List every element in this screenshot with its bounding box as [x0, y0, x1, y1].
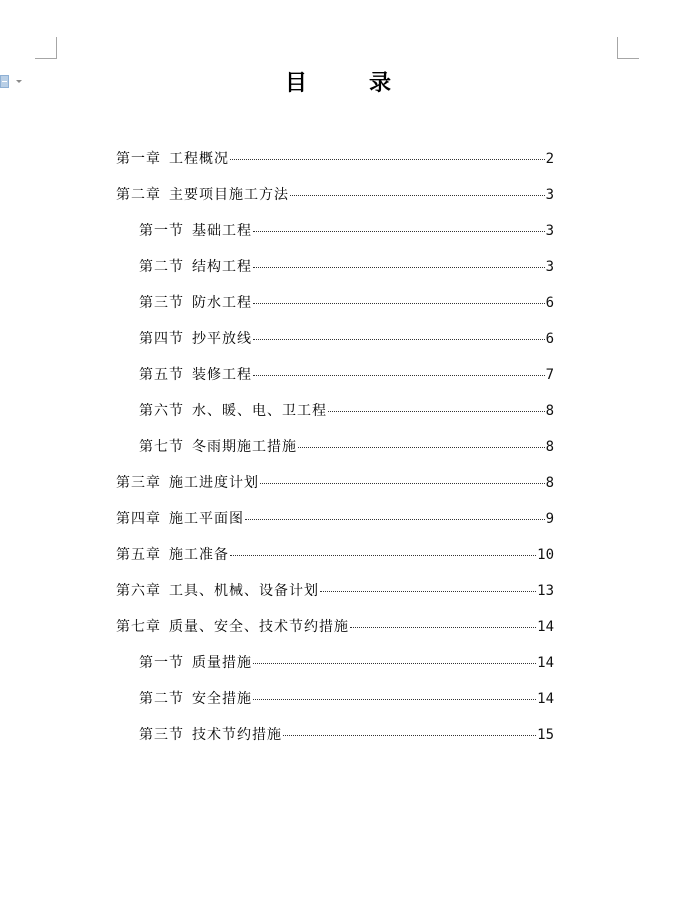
toc-entry-chapter[interactable]: [116, 184, 554, 220]
toc-entry-number: 第七节: [139, 439, 184, 455]
toc-entry-number: 第五节: [139, 367, 184, 383]
toc-entry-label: 技术节约措施: [192, 727, 282, 743]
toc-entry-chapter[interactable]: [116, 508, 554, 544]
toc-entry-section[interactable]: [116, 328, 554, 364]
toc-dot-leader: [253, 374, 545, 376]
title-char-2: 录: [369, 70, 392, 96]
toc-entry-number: 第一节: [139, 655, 184, 671]
toc-entry-section[interactable]: [116, 688, 554, 724]
toc-dot-leader: [253, 698, 536, 700]
margin-corner-top-right: [617, 37, 639, 59]
toc-dot-leader: [320, 590, 536, 592]
toc-entry-number: 第三节: [139, 295, 184, 311]
toc-entry-section[interactable]: [116, 256, 554, 292]
toc-entry-page: 7: [545, 367, 554, 383]
toc-entry-page: 14: [537, 655, 554, 671]
toc-entry-number: 第四节: [139, 331, 184, 347]
toc-entry-page: 6: [545, 331, 554, 347]
toc-dot-leader: [260, 482, 545, 484]
toc-entry-number: 第六章: [116, 583, 161, 599]
toc-entry-section[interactable]: [116, 400, 554, 436]
toc-entry-label: 主要项目施工方法: [169, 187, 289, 203]
toc-entry-label: 工程概况: [169, 151, 229, 167]
toc-entry-page: 10: [537, 547, 554, 563]
toc-entry-label: 施工平面图: [169, 511, 244, 527]
toc-entry-label: 施工进度计划: [169, 475, 259, 491]
toc-entry-page: 2: [545, 151, 554, 167]
toc-entry-number: 第三节: [139, 727, 184, 743]
toc-entry-page: 14: [537, 619, 554, 635]
toc-entry-number: 第七章: [116, 619, 161, 635]
toc-dot-leader: [253, 302, 545, 304]
toc-entry-section[interactable]: [116, 724, 554, 760]
toc-entry-page: 8: [545, 475, 554, 491]
toc-entry-section[interactable]: [116, 364, 554, 400]
toc-dot-leader: [253, 338, 545, 340]
toc-dot-leader: [350, 626, 536, 628]
toc-dot-leader: [230, 158, 545, 160]
toc-entry-number: 第一节: [139, 223, 184, 239]
title-char-1: 目: [284, 70, 307, 96]
toc-entry-section[interactable]: [116, 292, 554, 328]
toc-entry-page: 14: [537, 691, 554, 707]
toc-dot-leader: [290, 194, 545, 196]
toc-entry-chapter[interactable]: [116, 544, 554, 580]
toc-entry-number: 第六节: [139, 403, 184, 419]
toc-entry-page: 8: [545, 403, 554, 419]
toc-entry-label: 基础工程: [192, 223, 252, 239]
toc-entry-label: 质量、安全、技术节约措施: [169, 619, 349, 635]
toc-entry-number: 第四章: [116, 511, 161, 527]
toc-entry-number: 第二节: [139, 691, 184, 707]
toc-entry-page: 3: [545, 223, 554, 239]
toc-entry-number: 第一章: [116, 151, 161, 167]
toc-entry-chapter[interactable]: [116, 580, 554, 616]
toc-entry-label: 施工准备: [169, 547, 229, 563]
toc-entry-section[interactable]: [116, 652, 554, 688]
toc-dot-leader: [253, 230, 545, 232]
toc-entry-number: 第二章: [116, 187, 161, 203]
toc-entry-label: 抄平放线: [192, 331, 252, 347]
toc-entry-page: 6: [545, 295, 554, 311]
toc-entry-label: 冬雨期施工措施: [192, 439, 297, 455]
toc-dot-leader: [245, 518, 545, 520]
toc-dot-leader: [328, 410, 545, 412]
toc-entry-label: 安全措施: [192, 691, 252, 707]
toc-entry-chapter[interactable]: [116, 472, 554, 508]
toc-entry-page: 3: [545, 187, 554, 203]
toc-entry-label: 结构工程: [192, 259, 252, 275]
toc-entry-page: 3: [545, 259, 554, 275]
toc-dot-leader: [253, 662, 536, 664]
toc-entry-number: 第五章: [116, 547, 161, 563]
toc-entry-chapter[interactable]: [116, 616, 554, 652]
toc-entry-label: 水、暖、电、卫工程: [192, 403, 327, 419]
table-of-contents: [116, 148, 554, 760]
toc-dot-leader: [283, 734, 536, 736]
toc-entry-label: 装修工程: [192, 367, 252, 383]
toc-dot-leader: [298, 446, 545, 448]
toc-entry-chapter[interactable]: [116, 148, 554, 184]
toc-entry-section[interactable]: [116, 436, 554, 472]
toc-dot-leader: [230, 554, 536, 556]
toc-entry-page: 13: [537, 583, 554, 599]
toc-entry-page: 9: [545, 511, 554, 527]
toc-entry-number: 第三章: [116, 475, 161, 491]
page-title: [0, 66, 676, 97]
toc-entry-label: 工具、机械、设备计划: [169, 583, 319, 599]
toc-entry-label: 质量措施: [192, 655, 252, 671]
toc-entry-page: 8: [545, 439, 554, 455]
toc-dot-leader: [253, 266, 545, 268]
toc-entry-number: 第二节: [139, 259, 184, 275]
margin-corner-top-left: [35, 37, 57, 59]
toc-entry-section[interactable]: [116, 220, 554, 256]
toc-entry-page: 15: [537, 727, 554, 743]
toc-entry-label: 防水工程: [192, 295, 252, 311]
